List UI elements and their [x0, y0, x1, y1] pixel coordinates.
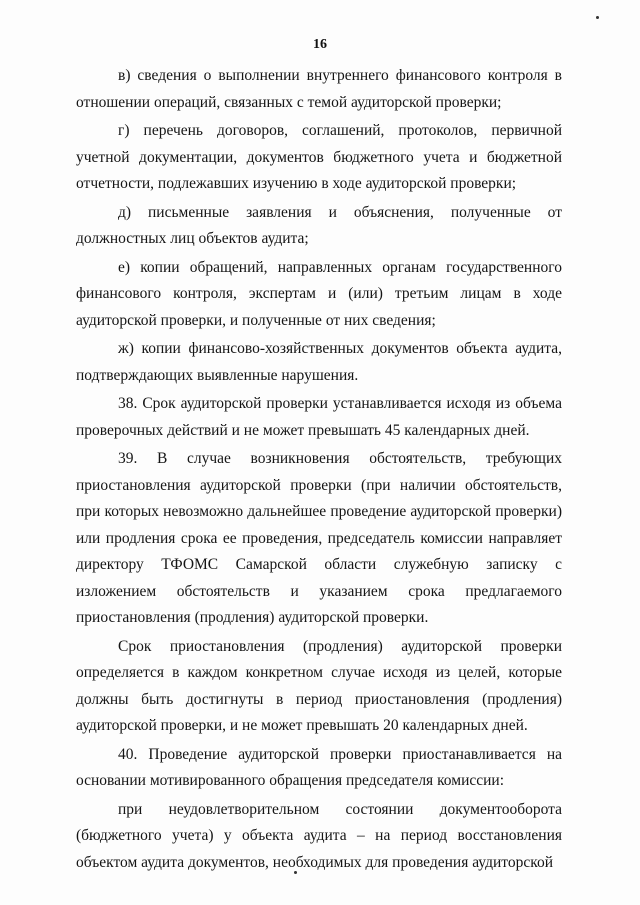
paragraph-unsatisfactory-state: при неудовлетворительном состоянии документооборота (бюджетного учета) у объекта аудита – на период восстановления объектом аудита документов, необходимых для проведения аудиторской [76, 800, 562, 871]
paragraph-suspension-term: Срок приостановления (продления) аудиторской проверки определяется в каждом конкретном случае исходя из целей, которые должны быть достигнуты в период приостановления (продления) аудиторской проверки, и не может превышать 20 календарных дней. [76, 637, 562, 734]
scan-speck [596, 16, 599, 19]
paragraph-g: г) перечень договоров, соглашений, протоколов, первичной учетной документации, документов бюджетного учета и бюджетной отчетности, подлежавших изучению в ходе аудиторской проверки; [76, 122, 562, 192]
paragraph-38: 38. Срок аудиторской проверки устанавливается исходя из объема проверочных действий и не может превышать 45 календарных дней. [76, 395, 562, 439]
page-number: 16 [313, 37, 327, 52]
scan-speck [294, 871, 297, 874]
paragraph-40: 40. Проведение аудиторской проверки приостанавливается на основании мотивированного обращения председателя комиссии: [76, 745, 562, 789]
paragraph-v: в) сведения о выполнении внутреннего финансового контроля в отношении операций, связанных с темой аудиторской проверки; [76, 67, 562, 111]
document-body [76, 63, 562, 876]
paragraph-d: д) письменные заявления и объяснения, полученные от должностных лиц объектов аудита; [76, 203, 562, 247]
paragraph-39: 39. В случае возникновения обстоятельств, требующих приостановления аудиторской проверки (при наличии обстоятельств, при которых невозможно дальнейшее проведение аудиторской проверки) или продления срока ее проведения, председатель комиссии направляет директору ТФОМС Самарской области служебную записку с изложением обстоятельств и указанием срока предлагаемого приостановления (продления) аудиторской проверки. [76, 450, 562, 626]
paragraph-e: е) копии обращений, направленных органам государственного финансового контроля, экспертам и (или) третьим лицам в ходе аудиторской проверки, и полученные от них сведения; [76, 258, 562, 329]
paragraph-zh: ж) копии финансово-хозяйственных документов объекта аудита, подтверждающих выявленные нарушения. [76, 340, 562, 384]
